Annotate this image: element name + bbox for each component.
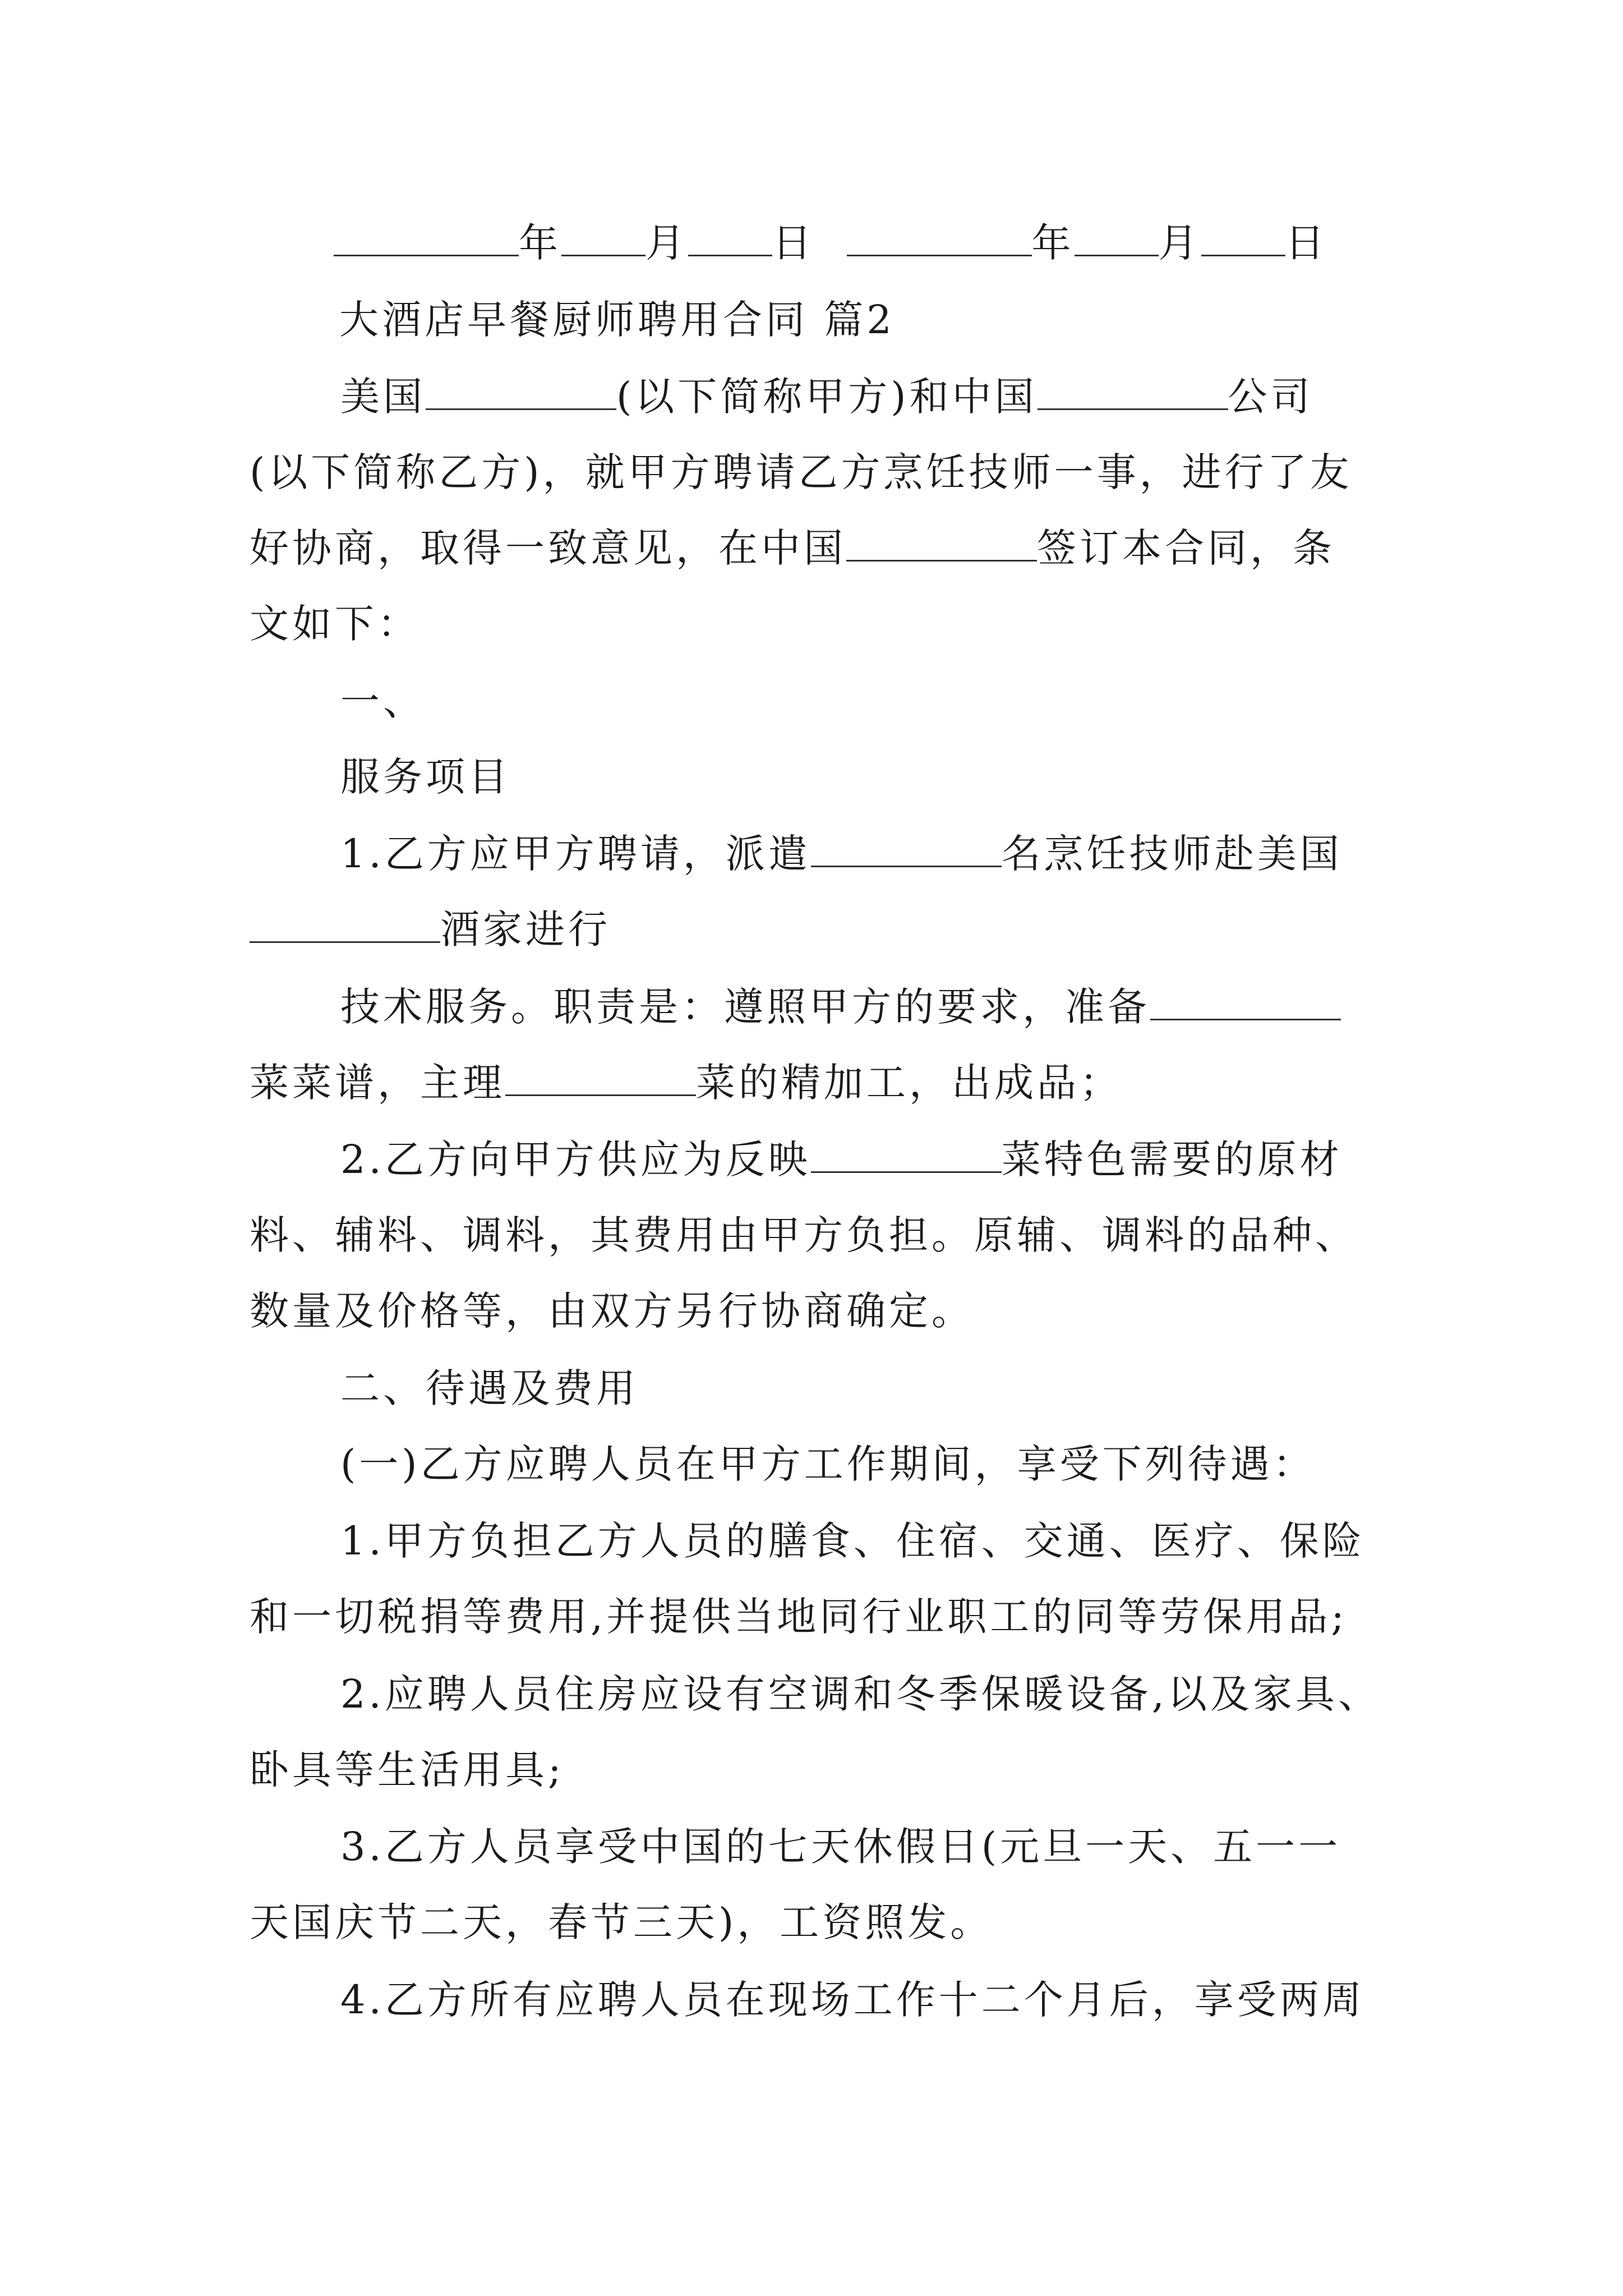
item-text: 菜特色需要的原材 bbox=[1001, 1137, 1343, 1182]
item-text: 1.乙方应甲方聘请，派遣 bbox=[340, 831, 811, 877]
year-blank-a bbox=[334, 218, 519, 256]
section2-p1-line1: 1.甲方负担乙方人员的膳食、住宿、交通、医疗、保险 bbox=[340, 1518, 1365, 1564]
section2-p4-line1: 4.乙方所有应聘人员在现场工作十二个月后，享受两周 bbox=[340, 1977, 1365, 2023]
item-text: 菜的精加工，出成品； bbox=[696, 1060, 1122, 1106]
section2-p3-line1: 3.乙方人员享受中国的七天休假日(元旦一天、五一一 bbox=[340, 1824, 1341, 1870]
section1-item1-line1 bbox=[0, 829, 1623, 879]
intro-line-1 bbox=[0, 371, 1623, 422]
section1-duty-line2 bbox=[0, 1057, 1623, 1108]
day-label-a: 日 bbox=[772, 220, 815, 266]
section2-p2-line1: 2.应聘人员住房应设有空调和冬季保暖设备,以及家具、 bbox=[340, 1671, 1381, 1717]
month-blank-b bbox=[1075, 218, 1159, 256]
fill-blank bbox=[846, 523, 1037, 562]
section1-item2-line3: 数量及价格等，由双方另行协商确定。 bbox=[250, 1288, 974, 1334]
fill-blank bbox=[1150, 982, 1341, 1020]
section1-number: 一、 bbox=[340, 678, 426, 724]
day-label-b: 日 bbox=[1285, 220, 1328, 266]
section1-item1-line2 bbox=[0, 904, 1623, 955]
item-text: 2.乙方向甲方供应为反映 bbox=[340, 1137, 811, 1182]
item-text: 技术服务。职责是：遵照甲方的要求，准备 bbox=[340, 984, 1150, 1030]
section1-title: 服务项目 bbox=[340, 754, 511, 800]
item-text: 菜菜谱，主理 bbox=[250, 1060, 505, 1106]
fill-blank bbox=[811, 1134, 1002, 1173]
intro-line-4: 文如下： bbox=[250, 601, 420, 647]
year-label-b: 年 bbox=[1031, 220, 1075, 266]
fill-blank bbox=[426, 371, 616, 410]
section1-item2-line1 bbox=[0, 1134, 1623, 1185]
section2-title: 二、待遇及费用 bbox=[340, 1365, 639, 1411]
section2-p1-line2: 和一切税捐等费用,并提供当地同行业职工的同等劳保用品; bbox=[250, 1594, 1348, 1640]
fill-blank bbox=[505, 1057, 696, 1096]
fill-blank bbox=[1038, 371, 1228, 410]
section2-sub1: (一)乙方应聘人员在甲方工作期间，享受下列待遇： bbox=[340, 1441, 1316, 1487]
document-heading: 大酒店早餐厨师聘用合同 篇2 bbox=[339, 297, 895, 343]
day-blank-a bbox=[688, 218, 772, 256]
year-label-a: 年 bbox=[519, 220, 561, 266]
month-label-a: 月 bbox=[645, 220, 688, 266]
fill-blank bbox=[250, 904, 440, 943]
date-line bbox=[0, 218, 1623, 268]
section1-item2-line2: 料、辅料、调料，其费用由甲方负担。原辅、调料的品种、 bbox=[250, 1212, 1358, 1258]
month-label-b: 月 bbox=[1158, 220, 1201, 266]
fill-blank bbox=[811, 829, 1002, 867]
day-blank-b bbox=[1201, 218, 1285, 256]
item-text: 酒家进行 bbox=[440, 907, 611, 953]
intro-text: 美国 bbox=[340, 374, 426, 420]
item-text: 名烹饪技师赴美国 bbox=[1001, 831, 1343, 877]
section2-p2-line2: 卧具等生活用具; bbox=[250, 1747, 565, 1793]
intro-text: 公司 bbox=[1228, 374, 1313, 420]
intro-text: 签订本合同，条 bbox=[1037, 525, 1335, 571]
section2-p3-line2: 天国庆节二天，春节三天)，工资照发。 bbox=[250, 1899, 993, 1945]
intro-line-2: (以下简称乙方)，就甲方聘请乙方烹饪技师一事，进行了友 bbox=[250, 449, 1353, 495]
intro-text: (以下简称甲方)和中国 bbox=[616, 374, 1038, 420]
intro-text: 好协商，取得一致意见，在中国 bbox=[250, 525, 846, 571]
section1-duty-line1 bbox=[0, 982, 1623, 1032]
intro-line-3 bbox=[0, 523, 1623, 573]
month-blank-a bbox=[561, 218, 645, 256]
year-blank-b bbox=[847, 218, 1032, 256]
